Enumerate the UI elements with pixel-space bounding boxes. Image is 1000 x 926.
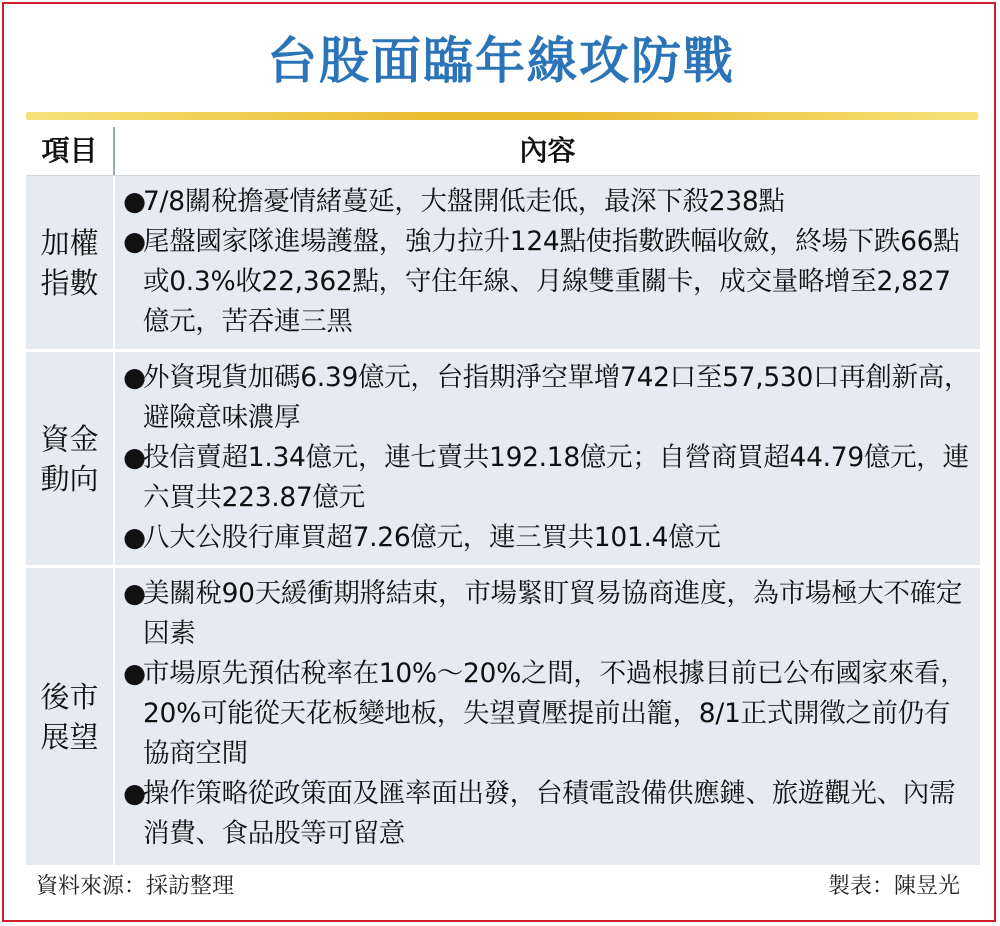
header-content: 內容 xyxy=(519,134,576,167)
bullet-icon: ● xyxy=(123,442,146,473)
header-item: 項目 xyxy=(41,134,98,167)
bullet-icon: ● xyxy=(123,186,146,217)
bullet-icon: ● xyxy=(123,578,146,609)
info-table xyxy=(26,127,980,868)
section-outlook xyxy=(26,568,980,868)
page-title: 台股面臨年線攻防戰 xyxy=(267,32,735,90)
infographic-frame xyxy=(2,2,996,922)
section-label xyxy=(26,352,113,565)
section-divider xyxy=(113,176,115,349)
list-item: ●八大公股行庫買超7.26億元，連三買共101.4億元 xyxy=(123,518,975,558)
label-line: 動向 xyxy=(40,461,99,496)
label-line: 加權 xyxy=(40,225,99,260)
list-item: ●7/8關稅擔憂情緒蔓延，大盤開低走低，最深下殺238點 xyxy=(123,182,975,222)
section-capital-flow xyxy=(26,352,980,568)
list-item: ●美關稅90天緩衝期將結束，市場緊盯貿易協商進度，為市場極大不確定因素 xyxy=(123,574,975,654)
label-line: 資金 xyxy=(40,421,99,456)
bullet-icon: ● xyxy=(123,658,146,689)
title-underline xyxy=(26,112,978,120)
list-item: ●投信賣超1.34億元，連七賣共192.18億元；自營商買超44.79億元，連六買共223.87億元 xyxy=(123,438,975,518)
bullet-icon: ● xyxy=(123,522,146,553)
bullet-icon: ● xyxy=(123,226,146,257)
section-content xyxy=(123,182,975,342)
section-content xyxy=(123,574,975,854)
table-header xyxy=(26,127,980,176)
list-item: ●尾盤國家隊進場護盤，強力拉升124點使指數跌幅收斂，終場下跌66點或0.3%收22,362點，守住年線、月線雙重關卡，成交量略增至2,827億元，苦吞連三黑 xyxy=(123,222,975,342)
section-index xyxy=(26,176,980,352)
section-divider xyxy=(113,568,115,865)
source-note: 資料來源：採訪整理 xyxy=(36,874,235,899)
bullet-icon: ● xyxy=(123,778,146,809)
section-divider xyxy=(113,352,115,565)
author-note: 製表：陳昱光 xyxy=(827,874,960,899)
list-item: ●外資現貨加碼6.39億元，台指期淨空單增742口至57,530口再創新高，避險意味濃厚 xyxy=(123,358,975,438)
label-line: 指數 xyxy=(40,265,99,300)
label-line: 後市 xyxy=(40,679,99,714)
section-label xyxy=(26,176,113,349)
section-content xyxy=(123,358,975,558)
section-label xyxy=(26,568,113,865)
list-item: ●市場原先預估稅率在10%～20%之間，不過根據目前已公布國家來看，20%可能從天花板變地板，失望賣壓提前出籠，8/1正式開徵之前仍有協商空間 xyxy=(123,654,975,774)
bullet-icon: ● xyxy=(123,362,146,393)
label-line: 展望 xyxy=(40,719,99,754)
list-item: ●操作策略從政策面及匯率面出發，台積電設備供應鏈、旅遊觀光、內需消費、食品股等可留意 xyxy=(123,774,975,854)
